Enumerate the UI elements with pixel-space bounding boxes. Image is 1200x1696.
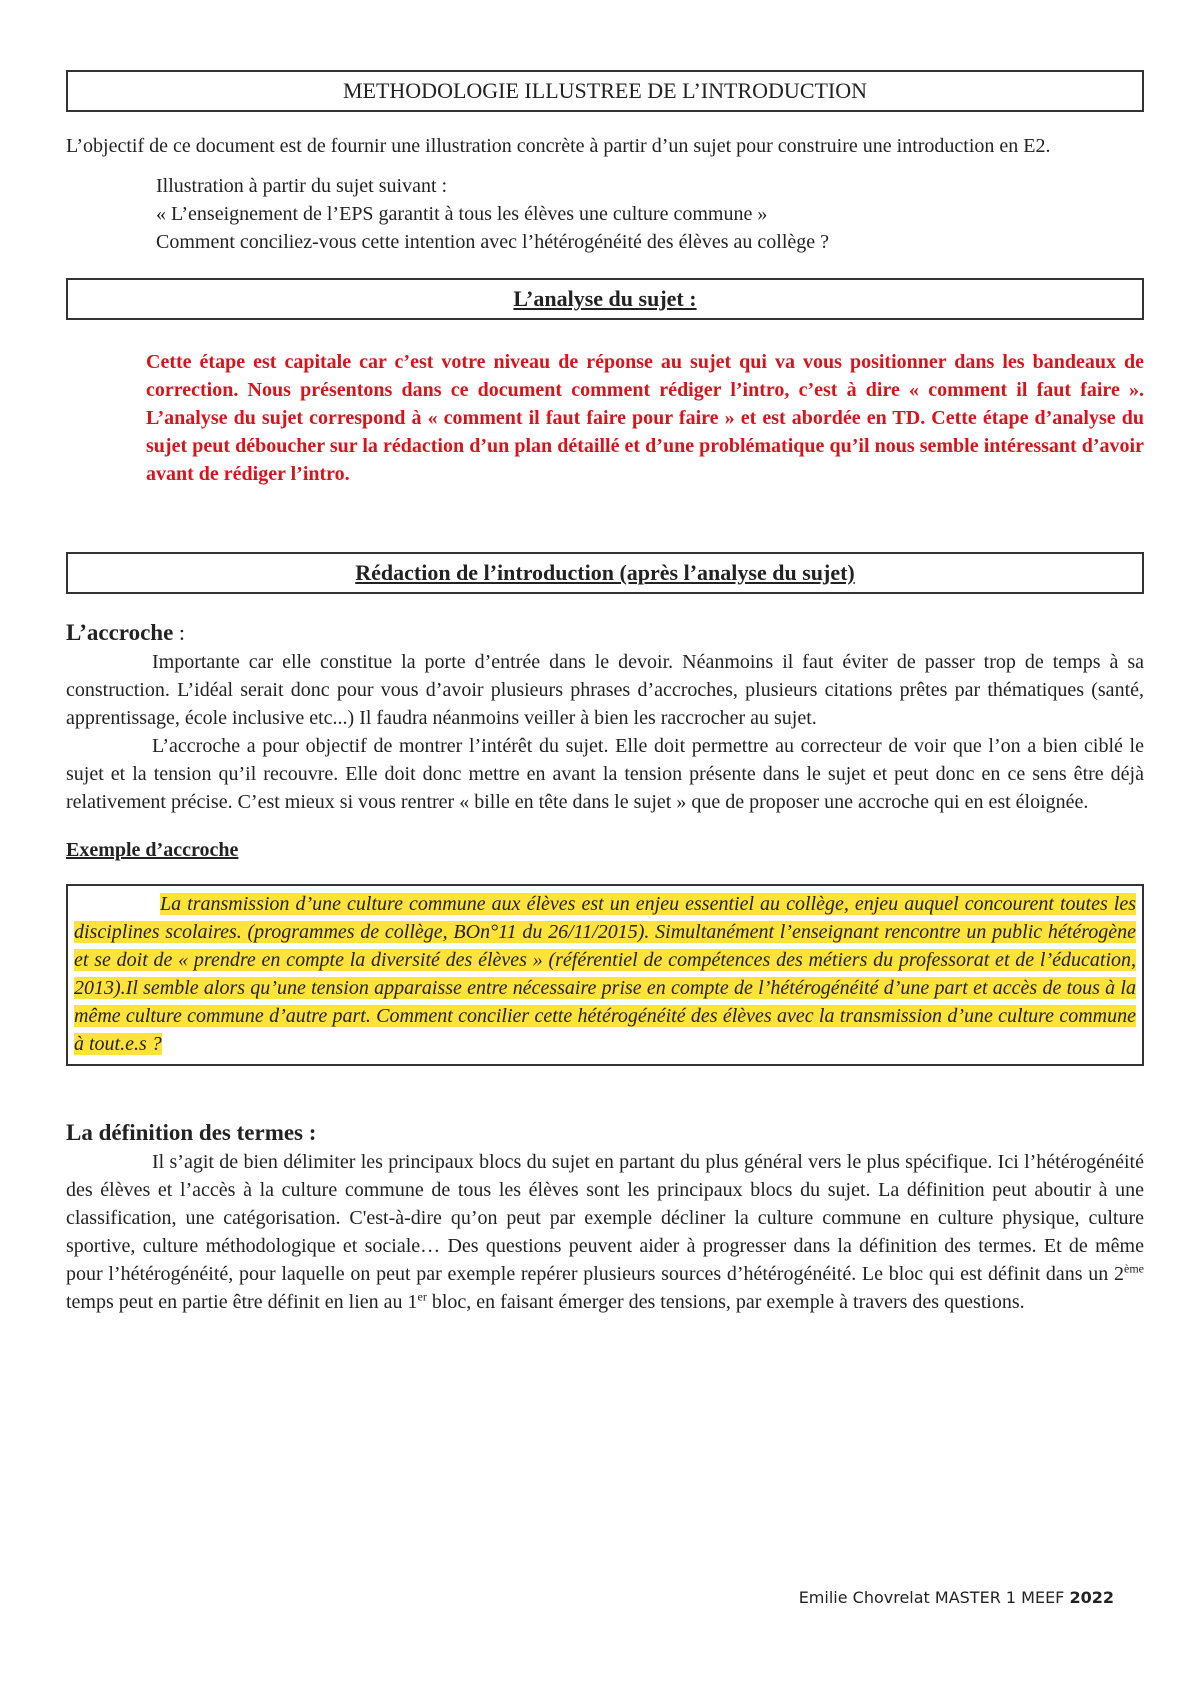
accroche-heading: L’accroche bbox=[66, 620, 174, 645]
example-heading: Exemple d’accroche bbox=[66, 839, 239, 861]
definition-text-3: bloc, en faisant émerger des tensions, par exemple à travers des questions. bbox=[426, 1291, 1025, 1313]
accroche-paragraph-2: L’accroche a pour objectif de montrer l’intérêt du sujet. Elle doit permettre au correcteur de voir que l’on a bien ciblé le sujet et la tension qu’il recouvre. Elle doit donc mettre en avant la tension présente dans le sujet et peut donc en ce sens être déjà relativement précise. C’est mieux si vous rentrer « bille en tête dans le sujet » que de proposer une accroche qui en est éloignée. bbox=[66, 735, 1144, 813]
footer-author: Emilie Chovrelat MASTER 1 MEEF bbox=[798, 1588, 1070, 1607]
definition-heading: La définition des termes : bbox=[66, 1120, 317, 1145]
definition-sup-2: er bbox=[417, 1289, 427, 1304]
accroche-heading-suffix: : bbox=[173, 620, 185, 645]
definition-paragraph bbox=[66, 1148, 1144, 1316]
accroche-paragraph-1: Importante car elle constitue la porte d’entrée dans le devoir. Néanmoins il faut éviter de passer trop de temps à sa construction. L’idéal serait donc pour vous d’avoir plusieurs phrases d’accroches, plusieurs citations prêtes par thématiques (santé, apprentissage, école inclusive etc...) Il faudra néanmoins veiller à bien les raccrocher au sujet. bbox=[66, 651, 1144, 729]
page-footer bbox=[799, 1588, 1114, 1607]
example-text: La transmission d’une culture commune aux élèves est un enjeu essentiel au collège, enjeu auquel concourent toutes les disciplines scolaires. (programmes de collège, BOn°11 du 26/11/2015). Simultanément l’enseignant rencontre un public hétérogène et se doit de « prendre en compte la diversité des élèves » (référentiel de compétences des métiers du professorat et de l’éducation, 2013).Il semble alors qu’une tension apparaisse entre nécessaire prise en compte de l’hétérogénéité d’une part et accès de tous à la même culture commune d’autre part. Comment concilier cette hétérogénéité des élèves avec la transmission d’une culture commune à tout.e.s ? bbox=[74, 893, 1136, 1055]
analysis-heading: L’analyse du sujet : bbox=[66, 278, 1144, 320]
definition-text-2: temps peut en partie être définit en lien au 1 bbox=[66, 1291, 418, 1313]
definition-text-1: Il s’agit de bien délimiter les principaux blocs du sujet en partant du plus général vers le plus spécifique. Ici l’hétérogénéité des élèves et l’accès à la culture commune de tous les élèves sont les principaux blocs du sujet. La définition peut aboutir à une classification, une catégorisation. C'est-à-dire qu’on peut par exemple décliner la culture commune en culture physique, culture sportive, culture méthodologique et sociale… Des questions peuvent aider à progresser dans la définition des termes. Et de même pour l’hétérogénéité, pour laquelle on peut par exemple repérer plusieurs sources d’hétérogénéité. Le bloc qui est définit dans un 2 bbox=[66, 1151, 1144, 1285]
definition-sup-1: ème bbox=[1124, 1261, 1144, 1276]
example-box bbox=[66, 884, 1144, 1066]
footer-year: 2022 bbox=[1069, 1588, 1114, 1607]
redaction-heading: Rédaction de l’introduction (après l’analyse du sujet) bbox=[66, 552, 1144, 594]
document-page bbox=[66, 70, 1144, 1316]
document-title: METHODOLOGIE ILLUSTREE DE L’INTRODUCTION bbox=[66, 70, 1144, 112]
subject-lead: Illustration à partir du sujet suivant : bbox=[156, 175, 448, 197]
subject-quote: « L’enseignement de l’EPS garantit à tous les élèves une culture commune » bbox=[156, 203, 768, 225]
accroche-heading-line bbox=[66, 618, 1144, 648]
subject-block bbox=[66, 172, 1144, 256]
analysis-text: Cette étape est capitale car c’est votre niveau de réponse au sujet qui va vous positionner dans les bandeaux de correction. Nous présentons dans ce document comment rédiger l’intro, c’est à dire « comment il faut faire ». L’analyse du sujet correspond à « comment il faut faire pour faire » et est abordée en TD. Cette étape d’analyse du sujet peut déboucher sur la rédaction d’un plan détaillé et d’une problématique qu’il nous semble intéressant d’avoir avant de rédiger l’intro. bbox=[146, 351, 1144, 485]
intro-paragraph: L’objectif de ce document est de fournir une illustration concrète à partir d’un sujet pour construire une introduction en E2. bbox=[66, 135, 1051, 157]
subject-question: Comment conciliez-vous cette intention avec l’hétérogénéité des élèves au collège ? bbox=[156, 231, 830, 253]
